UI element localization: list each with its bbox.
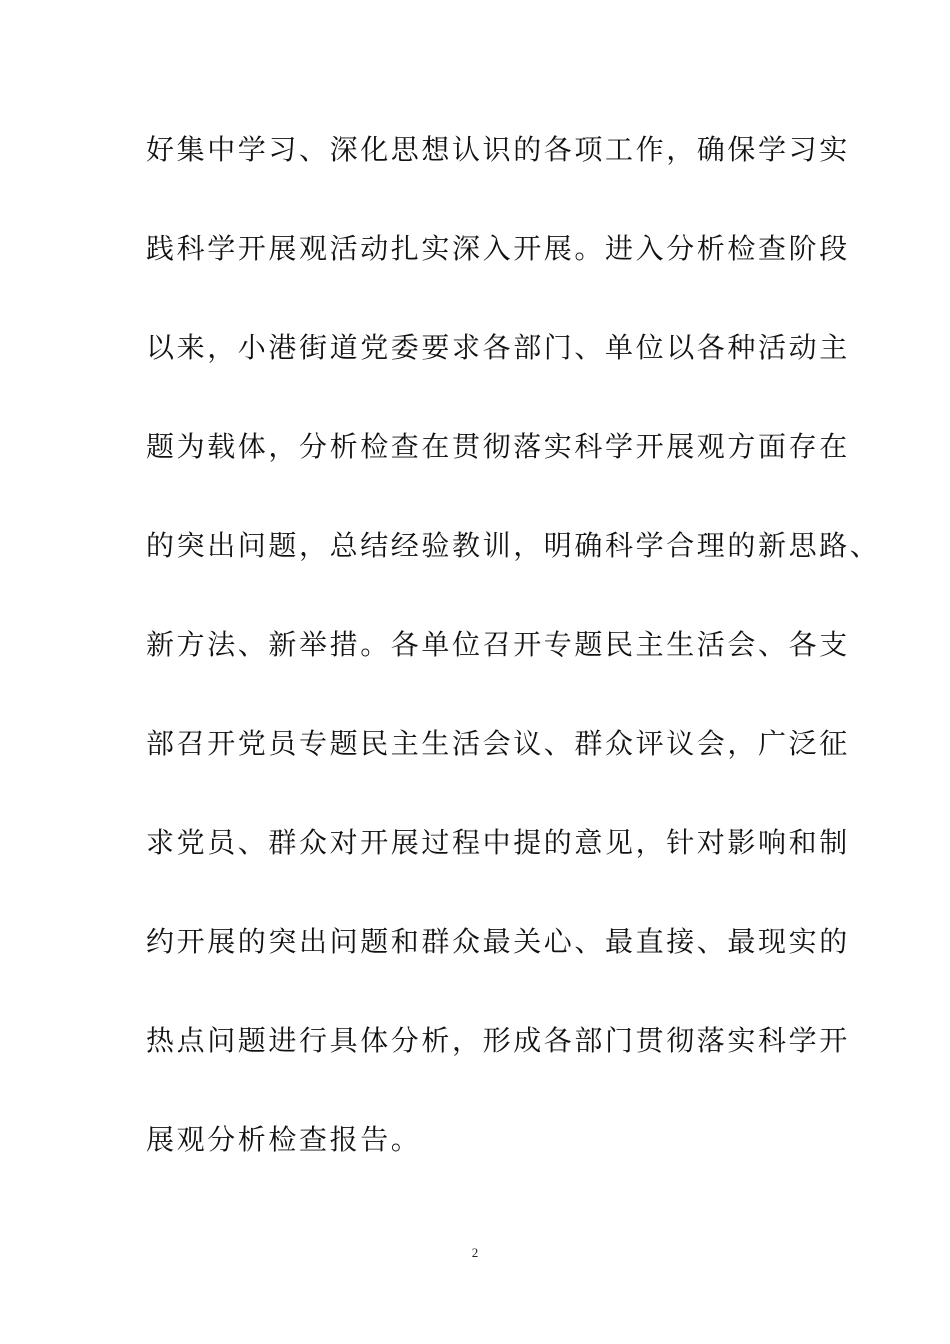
text-line: 约开展的突出问题和群众最关心、最直接、最现实的 bbox=[146, 925, 850, 958]
body-text bbox=[146, 122, 881, 1211]
text-line: 热点问题进行具体分析，形成各部门贯彻落实科学开 bbox=[146, 1024, 850, 1057]
text-line: 部召开党员专题民主生活会议、群众评议会，广泛征 bbox=[146, 727, 850, 760]
text-line: 题为载体，分析检查在贯彻落实科学开展观方面存在 bbox=[146, 430, 850, 463]
text-line: 的突出问题，总结经验教训，明确科学合理的新思路、 bbox=[146, 529, 881, 562]
text-line: 新方法、新举措。各单位召开专题民主生活会、各支 bbox=[146, 628, 850, 661]
text-line: 以来，小港街道党委要求各部门、单位以各种活动主 bbox=[146, 331, 850, 364]
text-line: 好集中学习、深化思想认识的各项工作，确保学习实 bbox=[146, 133, 850, 166]
text-line: 践科学开展观活动扎实深入开展。进入分析检查阶段 bbox=[146, 232, 850, 265]
text-line: 展观分析检查报告。 bbox=[146, 1123, 422, 1156]
text-line: 求党员、群众对开展过程中提的意见，针对影响和制 bbox=[146, 826, 850, 859]
page-number: 2 bbox=[471, 1245, 479, 1260]
